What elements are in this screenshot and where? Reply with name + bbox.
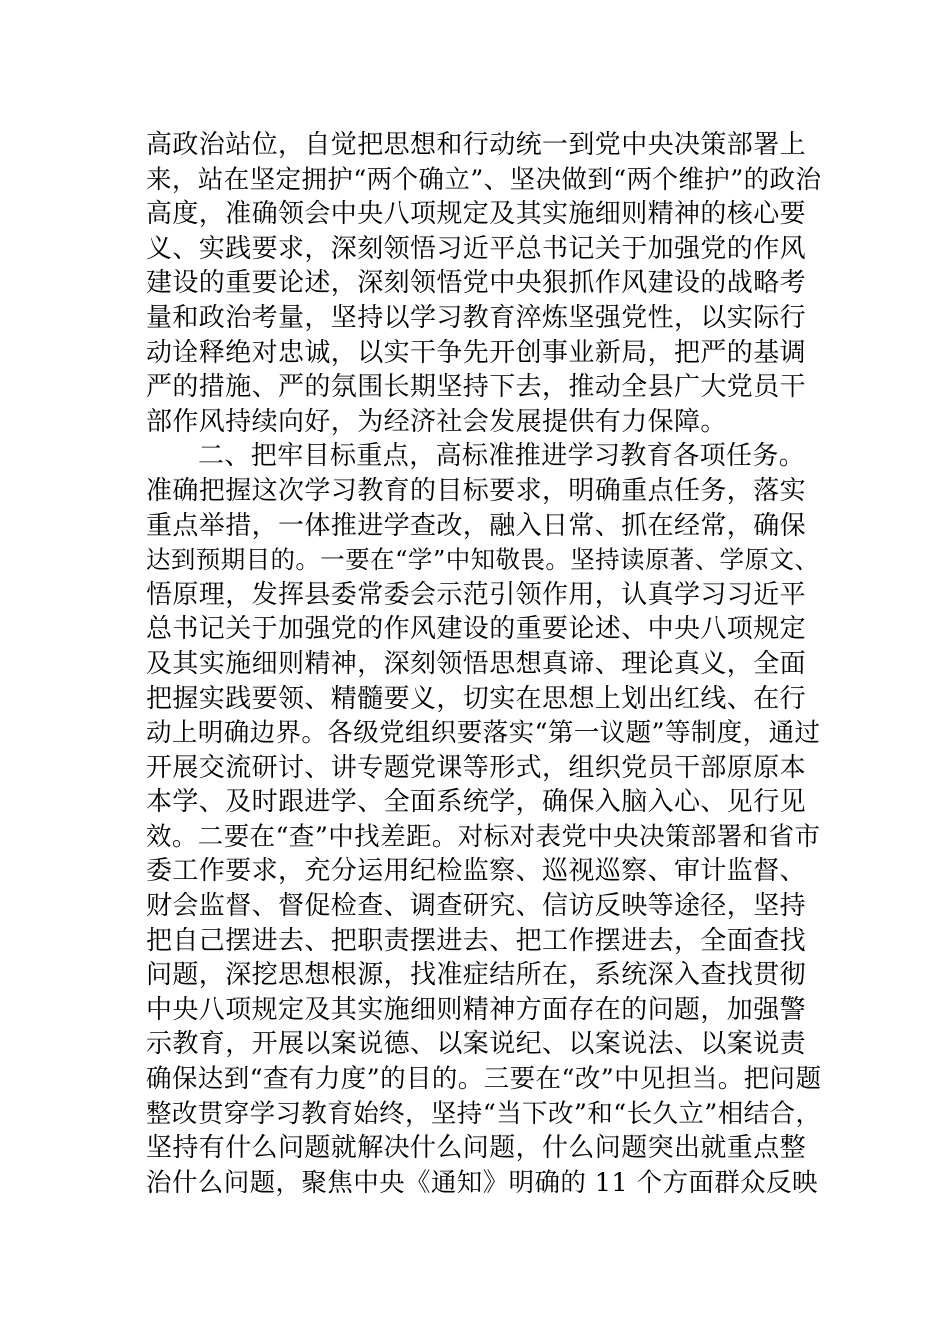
text-line: 确保达到“查有力度”的目的。三要在“改”中见担当。把问题 [146,1064,822,1095]
text-line: 总书记关于加强党的作风建设的重要论述、中央八项规定 [146,614,807,645]
text-line: 准确把握这次学习教育的目标要求，明确重点任务，落实 [146,475,807,506]
text-line: 示教育，开展以案说德、以案说纪、以案说法、以案说责 [146,1029,807,1060]
text-line: 高度，准确领会中央八项规定及其实施细则精神的核心要 [146,199,807,230]
text-line: 严的措施、严的氛围长期坚持下去，推动全县广大党员干 [146,372,807,403]
text-line: 动上明确边界。各级党组织要落实“第一议题”等制度，通过 [146,718,821,749]
text-line: 及其实施细则精神，深刻领悟思想真谛、理论真义，全面 [146,648,807,679]
text-line: 建设的重要论述，深刻领悟党中央狠抓作风建设的战略考 [146,268,807,299]
text-line: 效。二要在“查”中找差距。对标对表党中央决策部署和省市 [146,821,821,852]
text-line: 部作风持续向好，为经济社会发展提供有力保障。 [146,406,727,437]
text-line: 动诠释绝对忠诚，以实干争先开创事业新局，把严的基调 [146,337,807,368]
text-line: 问题，深挖思想根源，找准症结所在，系统深入查找贯彻 [146,960,807,991]
text-line: 来，站在坚定拥护“两个确立”、坚决做到“两个维护”的政治 [146,164,822,195]
text-line: 委工作要求，充分运用纪检监察、巡视巡察、审计监督、 [146,856,807,887]
text-line: 本学、及时跟进学、全面系统学，确保入脑入心、见行见 [146,787,807,818]
text-line: 义、实践要求，深刻领悟习近平总书记关于加强党的作风 [146,233,807,264]
text-line: 把自己摆进去、把职责摆进去、把工作摆进去，全面查找 [146,925,807,956]
text-line: 财会监督、督促检查、调查研究、信访反映等途径，坚持 [146,891,807,922]
text-line: 量和政治考量，坚持以学习教育淬炼坚强党性，以实际行 [146,302,807,333]
text-line: 达到预期目的。一要在“学”中知敬畏。坚持读原著、学原文、 [146,545,820,575]
text-line: 坚持有什么问题就解决什么问题，什么问题突出就重点整 [146,1133,807,1164]
text-line: 悟原理，发挥县委常委会示范引领作用，认真学习习近平 [146,579,807,610]
text-line: 把握实践要领、精髓要义，切实在思想上划出红线、在行 [146,683,807,714]
section-heading: 二、把牢目标重点，高标准推进学习教育各项任务。 [198,441,806,472]
text-line: 中央八项规定及其实施细则精神方面存在的问题，加强警 [146,994,807,1025]
text-line: 重点举措，一体推进学查改，融入日常、抓在经常，确保 [146,510,807,541]
text-line: 开展交流研讨、讲专题党课等形式，组织党员干部原原本 [146,752,807,783]
body-text [146,128,826,1200]
text-line: 高政治站位，自觉把思想和行动统一到党中央决策部署上 [146,130,807,160]
text-line: 整改贯穿学习教育始终，坚持“当下改”和“长久立”相结合， [146,1098,822,1129]
text-line: 治什么问题，聚焦中央《通知》明确的 11 个方面群众反映 [146,1167,818,1198]
